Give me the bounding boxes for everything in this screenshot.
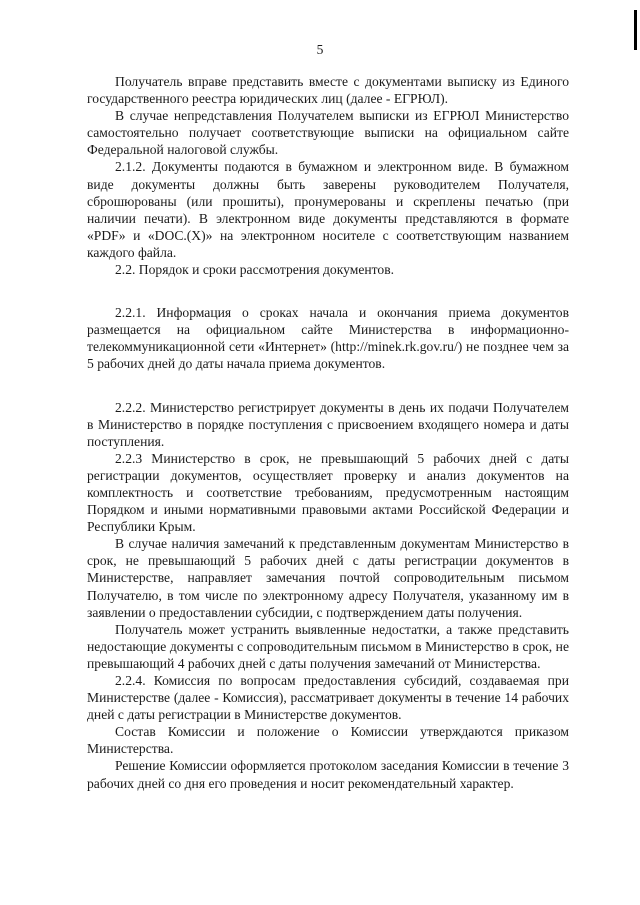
paragraph-egrul-extract: Получатель вправе представить вместе с документами выписку из Единого государственного реестра юридических лиц (далее - ЕГРЮЛ).	[87, 74, 569, 107]
paragraph-corrections: Получатель может устранить выявленные недостатки, а также представить недостающие документы с сопроводительным письмом в Министерство в срок, не превышающий 4 рабочих дней с даты получения замечаний от Министерства.	[87, 621, 569, 671]
spacer	[87, 373, 569, 399]
paragraph-remarks: В случае наличия замечаний к представленным документам Министерство в срок, не превышающий 5 рабочих дней с даты регистрации документов в Министерстве, направляет замечания почтой сопроводительным письмом Получателю, в том числе по электронному адресу Получателя, указанному им в заявлении о предоставлении субсидии, с подтверждением даты получения.	[87, 536, 569, 620]
paragraph-egrul-not-provided: В случае непредставления Получателем выписки из ЕГРЮЛ Министерство самостоятельно получает соответствующие выписки на официальном сайте Федеральной налоговой службы.	[87, 108, 569, 158]
paragraph-2-1-2: 2.1.2. Документы подаются в бумажном и электронном виде. В бумажном виде документы должны быть заверены руководителем Получателя, сброшюрованы (или прошиты), пронумерованы и скреплены печатью (при наличии печати). В электронном виде документы представляются в формате «PDF» и «DOC.(X)» на электронном носителе с соответствующим названием каждого файла.	[87, 159, 569, 260]
paragraph-2-2-1: 2.2.1. Информация о сроках начала и окончания приема документов размещается на официальном сайте Министерства в информационно-телекоммуникационной сети «Интернет» (http://minek.rk.gov.ru/) не позднее чем за 5 рабочих дней до даты начала приема документов.	[87, 305, 569, 372]
paragraph-commission-decision: Решение Комиссии оформляется протоколом заседания Комиссии в течение 3 рабочих дней со дня его проведения и носит рекомендательный характер.	[87, 758, 569, 791]
paragraph-2-2-3: 2.2.3 Министерство в срок, не превышающий 5 рабочих дней с даты регистрации документов, осуществляет проверку и анализ документов на комплектность и соответствие требованиям, предусмотренным настоящим Порядком и иными нормативными правовыми актами Российской Федерации и Республики Крым.	[87, 450, 569, 535]
section-heading-2-2: 2.2. Порядок и сроки рассмотрения документов.	[115, 262, 395, 278]
paragraph-commission-composition: Состав Комиссии и положение о Комиссии утверждаются приказом Министерства.	[87, 724, 569, 757]
document-body	[87, 73, 569, 792]
spacer	[87, 278, 569, 304]
page-number: 5	[316, 42, 324, 57]
paragraph-2-2-2: 2.2.2. Министерство регистрирует документы в день их подачи Получателем в Министерство в порядке поступления с присвоением входящего номера и даты поступления.	[87, 399, 569, 449]
paragraph-2-2-4: 2.2.4. Комиссия по вопросам предоставления субсидий, создаваемая при Министерстве (далее - Комиссия), рассматривает документы в течение 14 рабочих дней с даты регистрации в Министерстве документов.	[87, 673, 569, 723]
